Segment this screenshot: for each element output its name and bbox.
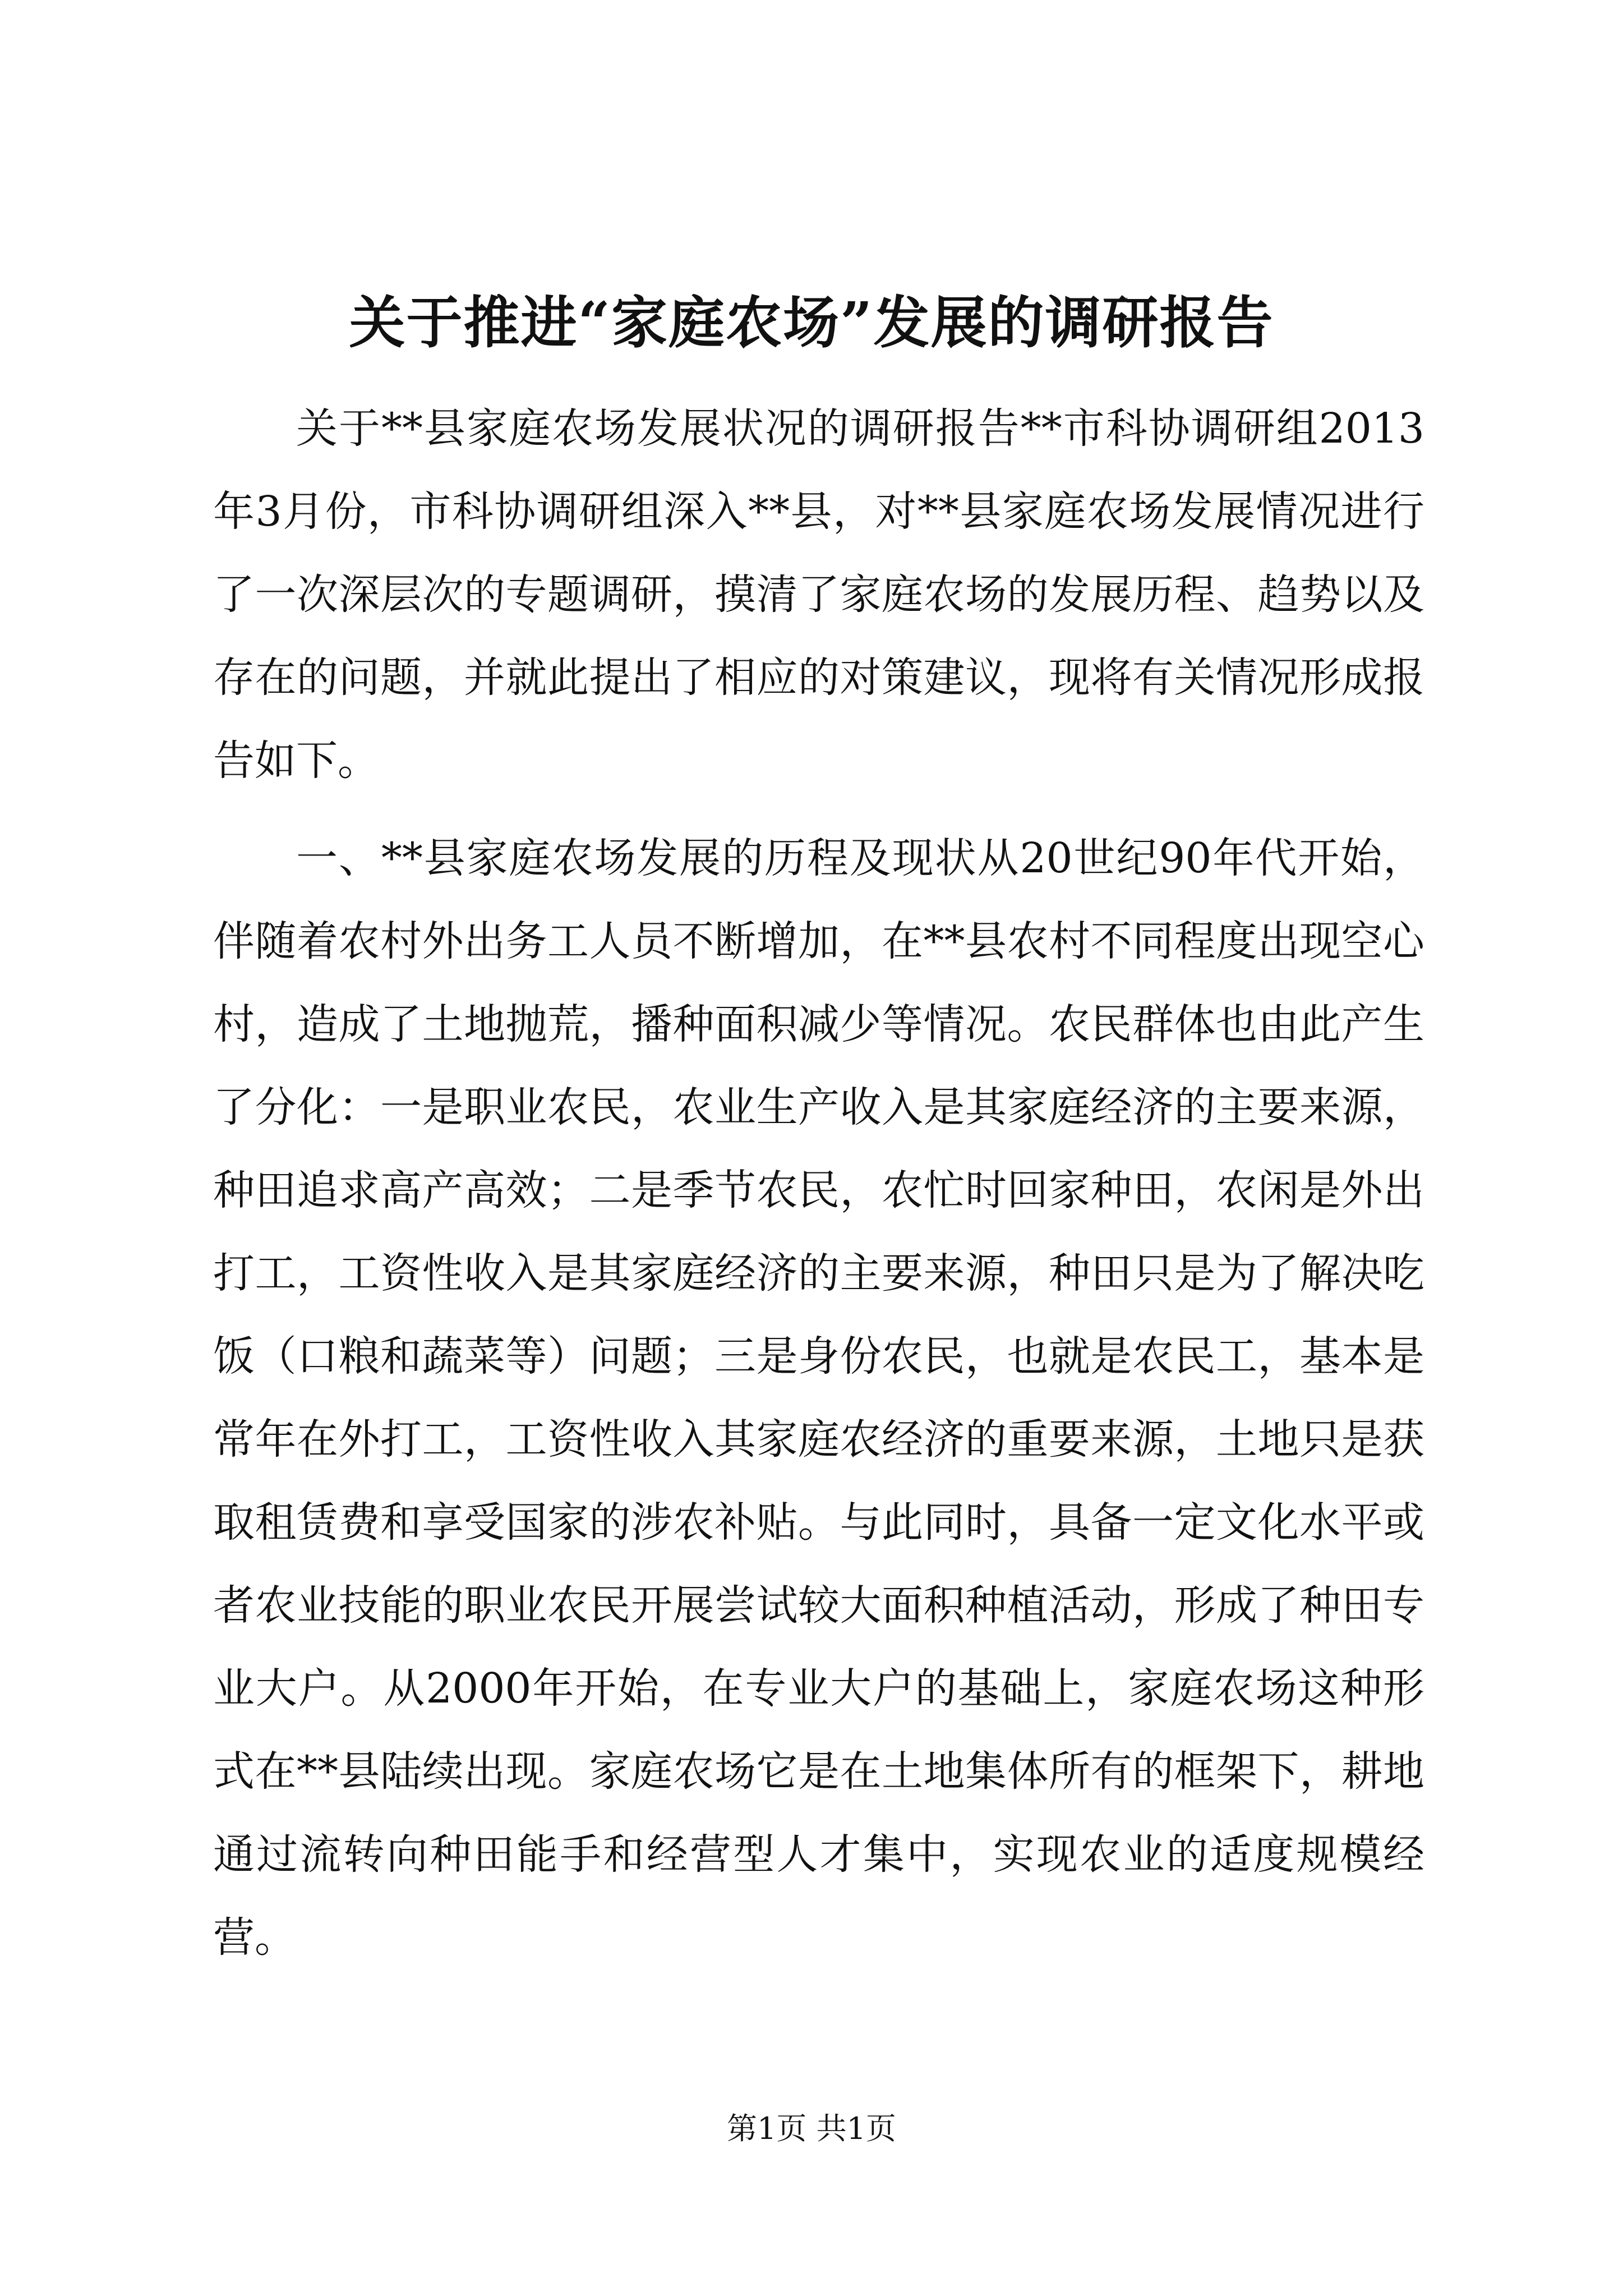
document-body <box>213 387 1424 1979</box>
paragraph-history: 一、**县家庭农场发展的历程及现状从20世纪90年代开始，伴随着农村外出务工人员不断增加，在**县农村不同程度出现空心村，造成了土地抛荒，播种面积减少等情况。农民群体也由此产生了分化：一是职业农民，农业生产收入是其家庭经济的主要来源，种田追求高产高效；二是季节农民，农忙时回家种田，农闲是外出打工，工资性收入是其家庭经济的主要来源，种田只是为了解决吃饭（口粮和蔬菜等）问题；三是身份农民，也就是农民工，基本是常年在外打工，工资性收入其家庭农经济的重要来源，土地只是获取租赁费和享受国家的涉农补贴。与此同时，具备一定文化水平或者农业技能的职业农民开展尝试较大面积种植活动，形成了种田专业大户。从2000年开始，在专业大户的基础上，家庭农场这种形式在**县陆续出现。家庭农场它是在土地集体所有的框架下，耕地通过流转向种田能手和经营型人才集中，实现农业的适度规模经营。 <box>213 834 1424 1962</box>
document-title: 关于推进“家庭农场”发展的调研报告 <box>349 289 1274 356</box>
paragraph-intro: 关于**县家庭农场发展状况的调研报告**市科协调研组2013年3月份，市科协调研组深入**县，对**县家庭农场发展情况进行了一次深层次的专题调研，摸清了家庭农场的发展历程、趋势以及存在的问题，并就此提出了相应的对策建议，现将有关情况形成报告如下。 <box>213 404 1424 785</box>
page-footer: 第1页 共1页 <box>727 2111 896 2146</box>
